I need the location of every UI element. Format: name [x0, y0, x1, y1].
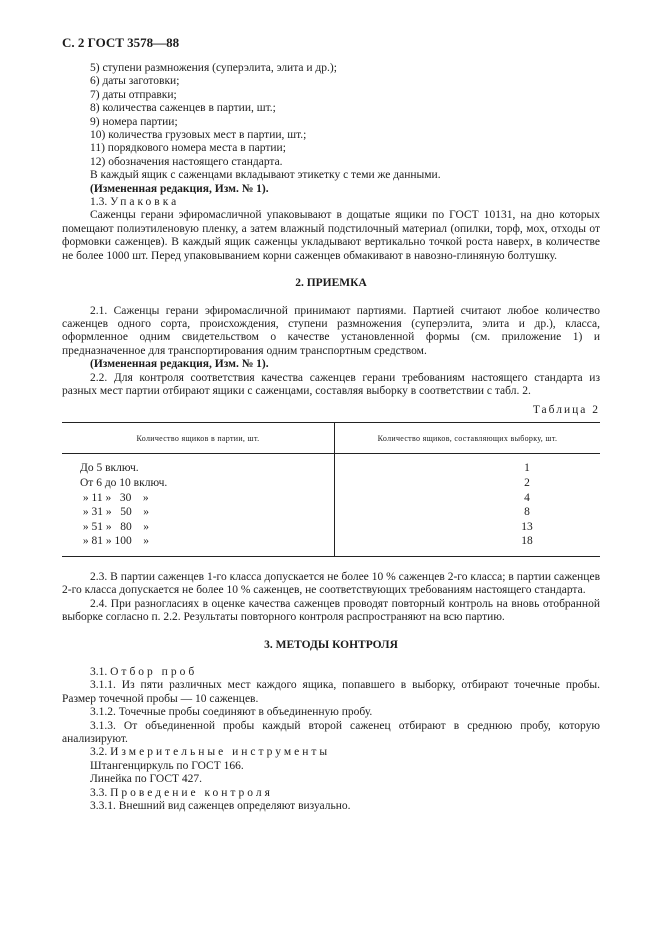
paragraph-3-1-2: 3.1.2. Точечные пробы соединяют в объединенную пробу. — [90, 706, 373, 719]
table-row — [62, 534, 600, 556]
paragraph-label: В каждый ящик с саженцами вкладывают этикетку с теми же данными. — [90, 169, 441, 182]
subsection-heading-3-1 — [62, 666, 600, 679]
clause-number: 3.1. — [90, 665, 108, 678]
list-item: 9) номера партии; — [90, 115, 178, 128]
paragraph-2-2: 2.2. Для контроля соответствия качества саженцев герани требованиям настоящего стандарта из разных мест партии отбирают ящики с саженцами, составляя выборку в соответствии с табл. 2. — [62, 371, 600, 397]
list-item: 12) обозначения настоящего стандарта. — [90, 155, 283, 168]
table-cell-sample: 4 — [524, 491, 530, 504]
table-cell-sample: 8 — [524, 506, 530, 519]
clause-number: 3.2. — [90, 746, 108, 759]
list-item: 11) порядкового номера места в партии; — [90, 142, 286, 155]
table-cell-range: До 5 включ. — [62, 454, 335, 476]
amendment-note: (Измененная редакция, Изм. № 1). — [90, 358, 269, 371]
list-item: 7) даты отправки; — [90, 88, 177, 101]
table-row — [62, 491, 600, 506]
table-cell-sample: 1 — [524, 462, 530, 475]
sample-size-table — [62, 422, 600, 557]
table-row — [62, 476, 600, 491]
list-item: 8) количества саженцев в партии, шт.; — [90, 102, 276, 115]
section-heading-2: 2. ПРИЕМКА — [295, 277, 367, 290]
table-header-sample-size: Количество ящиков, составляющих выборку, шт. — [335, 422, 601, 454]
table-cell-sample: 18 — [335, 534, 601, 556]
paragraph-3-1-1: 3.1.1. Из пяти различных мест каждого ящика, попавшего в выборку, отбирают точечные пробы. Размер точечной пробы — 10 саженцев. — [62, 679, 600, 705]
subsection-heading-1-3 — [62, 196, 600, 209]
subsection-heading-3-3 — [62, 787, 600, 800]
table-caption: Таблица 2 — [532, 404, 600, 417]
subsection-heading-3-2 — [62, 746, 600, 759]
table-cell-sample: 2 — [524, 476, 530, 489]
table-row — [62, 454, 600, 476]
clause-number: 3.3. — [90, 786, 108, 799]
clause-title: Упаковка — [110, 196, 180, 209]
section-heading-3: 3. МЕТОДЫ КОНТРОЛЯ — [264, 638, 398, 651]
clause-title: Отбор проб — [110, 665, 198, 678]
list-item: 6) даты заготовки; — [90, 75, 180, 88]
paragraph-2-3: 2.3. В партии саженцев 1-го класса допускается не более 10 % саженцев 2-го класса; в партии саженцев 2-го класса допускается не более 10 % саженцев, не соответствующих требованиям настоящего стандарта. — [62, 570, 600, 597]
paragraph-2-4: 2.4. При разногласиях в оценке качества саженцев проводят повторный контроль на вновь отобранной выборке согласно п. 2.2. Результаты повторного контроля распространяют на всю партию. — [62, 597, 600, 624]
paragraph-2-1: 2.1. Саженцы герани эфиромасличной принимают партиями. Партией считают любое количество саженцев одного сорта, происхождения, ступени размножения (суперэлита, элита и др.), класса, оформленное одним свидетельством о качестве установленной формы (см. приложение 1) и предназначенное для транспортирования одним транспортным средством. — [62, 304, 600, 357]
table-cell-range: » 11 » 30 » — [62, 491, 335, 506]
table-cell-range: » 31 » 50 » — [62, 505, 335, 520]
table-row — [62, 520, 600, 535]
clause-title: Измерительные инструменты — [110, 746, 331, 759]
list-item: 5) ступени размножения (суперэлита, элита и др.); — [90, 62, 337, 74]
table-cell-range: » 51 » 80 » — [62, 520, 335, 535]
paragraph-3-3-1: 3.3.1. Внешний вид саженцев определяют визуально. — [90, 800, 351, 812]
amendment-note: (Измененная редакция, Изм. № 1). — [90, 182, 269, 195]
table-cell-range: » 81 » 100 » — [62, 534, 335, 556]
instrument-item: Линейка по ГОСТ 427. — [90, 773, 203, 786]
paragraph-1-3: Саженцы герани эфиромасличной упаковывают в дощатые ящики по ГОСТ 10131, на дно которых помещают полиэтиленовую пленку, а затем влажный подстилочный материал (опилки, торф, мох, отходы от формовки саженцев). В каждый ящик саженцы укладывают вертикально точкой роста наверх, в количестве не более 1000 шт. Перед упаковыванием корни саженцев обмакивают в навозно-глиняную болтушку. — [62, 209, 600, 262]
paragraph-3-1-3: 3.1.3. От объединенной пробы каждый второй саженец отбирают в среднюю пробу, которую анализируют. — [62, 719, 600, 745]
document-body — [62, 62, 600, 813]
table-cell-sample: 13 — [521, 520, 533, 533]
table-cell-range: От 6 до 10 включ. — [62, 476, 335, 491]
clause-title: Проведение контроля — [110, 786, 273, 799]
table-header-lot-size: Количество ящиков в партии, шт. — [62, 422, 335, 454]
clause-number: 1.3. — [90, 196, 108, 209]
list-item: 10) количества грузовых мест в партии, шт.; — [90, 129, 307, 142]
page-header: С. 2 ГОСТ 3578—88 — [62, 35, 180, 50]
instrument-item: Штангенциркуль по ГОСТ 166. — [90, 759, 244, 772]
table-row — [62, 505, 600, 520]
